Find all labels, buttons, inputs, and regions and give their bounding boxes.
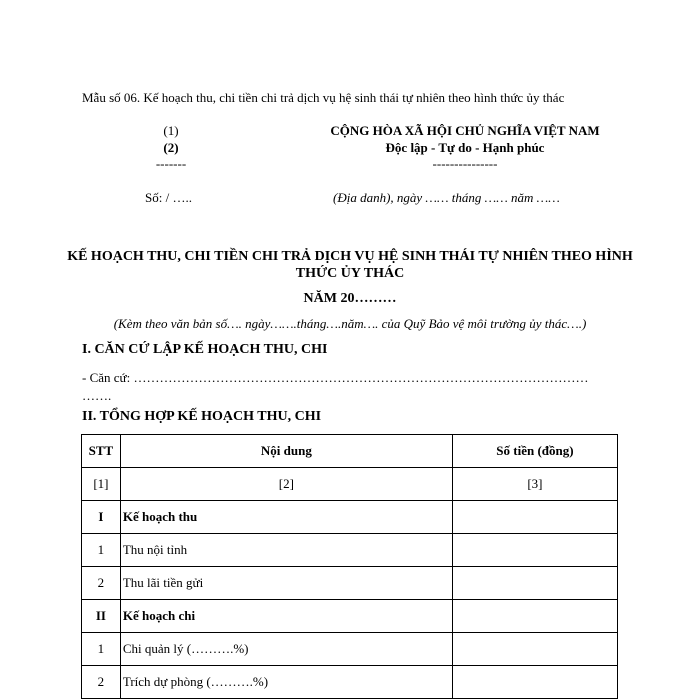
- header-amount: Số tiền (đồng): [452, 435, 617, 468]
- form-number: Mẫu số 06. Kế hoạch thu, chi tiền chi trả dịch vụ hệ sinh thái tự nhiên theo hình thức ủy thác: [82, 90, 565, 105]
- cell-stt: I: [82, 501, 121, 534]
- cell-content: Thu lãi tiền gửi: [120, 567, 452, 600]
- basis-line-2: …….: [82, 388, 112, 403]
- table-row: [82, 534, 618, 567]
- cell-amount: [452, 534, 617, 567]
- national-title: CỘNG HÒA XÃ HỘI CHỦ NGHĨA VIỆT NAM: [330, 123, 600, 138]
- table-row: [82, 468, 618, 501]
- table-row: [82, 501, 618, 534]
- header-stt: STT: [82, 435, 121, 468]
- national-motto: Độc lập - Tự do - Hạnh phúc: [385, 140, 545, 155]
- cell-amount: [452, 501, 617, 534]
- table-row: [82, 567, 618, 600]
- attached-note: (Kèm theo văn bản số…. ngày…….tháng….năm…. của Quỹ Bảo vệ môi trường ủy thác….): [113, 316, 587, 331]
- document-number: Số: / …..: [145, 190, 192, 205]
- table-row: [82, 666, 618, 699]
- cell-amount: [452, 666, 617, 699]
- place-date: (Địa danh), ngày …… tháng …… năm ……: [333, 190, 560, 205]
- cell-amount: [452, 633, 617, 666]
- agency-line-2: (2): [163, 140, 179, 155]
- agency-divider: -------: [155, 156, 187, 171]
- section-2-heading: II. TỔNG HỢP KẾ HOẠCH THU, CHI: [82, 409, 322, 424]
- cell-stt: 2: [82, 567, 121, 600]
- cell-content: Kế hoạch thu: [120, 501, 452, 534]
- agency-line-1: (1): [163, 123, 179, 138]
- cell-content: [2]: [120, 468, 452, 501]
- cell-content: Kế hoạch chi: [120, 600, 452, 633]
- cell-stt: II: [82, 600, 121, 633]
- header-content: Nội dung: [120, 435, 452, 468]
- cell-stt: 1: [82, 633, 121, 666]
- plan-year: NĂM 20………: [303, 291, 397, 306]
- cell-amount: [452, 600, 617, 633]
- table-header-row: [82, 435, 618, 468]
- basis-line-1: - Căn cứ: ……………………………………………………………………………………………: [82, 370, 589, 385]
- cell-content: Trích dự phòng (……….%): [120, 666, 452, 699]
- cell-content: Chi quản lý (……….%): [120, 633, 452, 666]
- document-title: KẾ HOẠCH THU, CHI TIỀN CHI TRẢ DỊCH VỤ HỆ SINH THÁI TỰ NHIÊN THEO HÌNH THỨC ỦY THÁC: [67, 249, 633, 281]
- table-row: [82, 633, 618, 666]
- cell-content: Thu nội tỉnh: [120, 534, 452, 567]
- cell-stt: 2: [82, 666, 121, 699]
- section-1-heading: I. CĂN CỨ LẬP KẾ HOẠCH THU, CHI: [82, 342, 328, 357]
- cell-amount: [452, 567, 617, 600]
- motto-divider: ---------------: [432, 156, 498, 171]
- cell-amount: [3]: [452, 468, 617, 501]
- plan-table: [81, 434, 618, 699]
- cell-stt: [1]: [82, 468, 121, 501]
- cell-stt: 1: [82, 534, 121, 567]
- table-row: [82, 600, 618, 633]
